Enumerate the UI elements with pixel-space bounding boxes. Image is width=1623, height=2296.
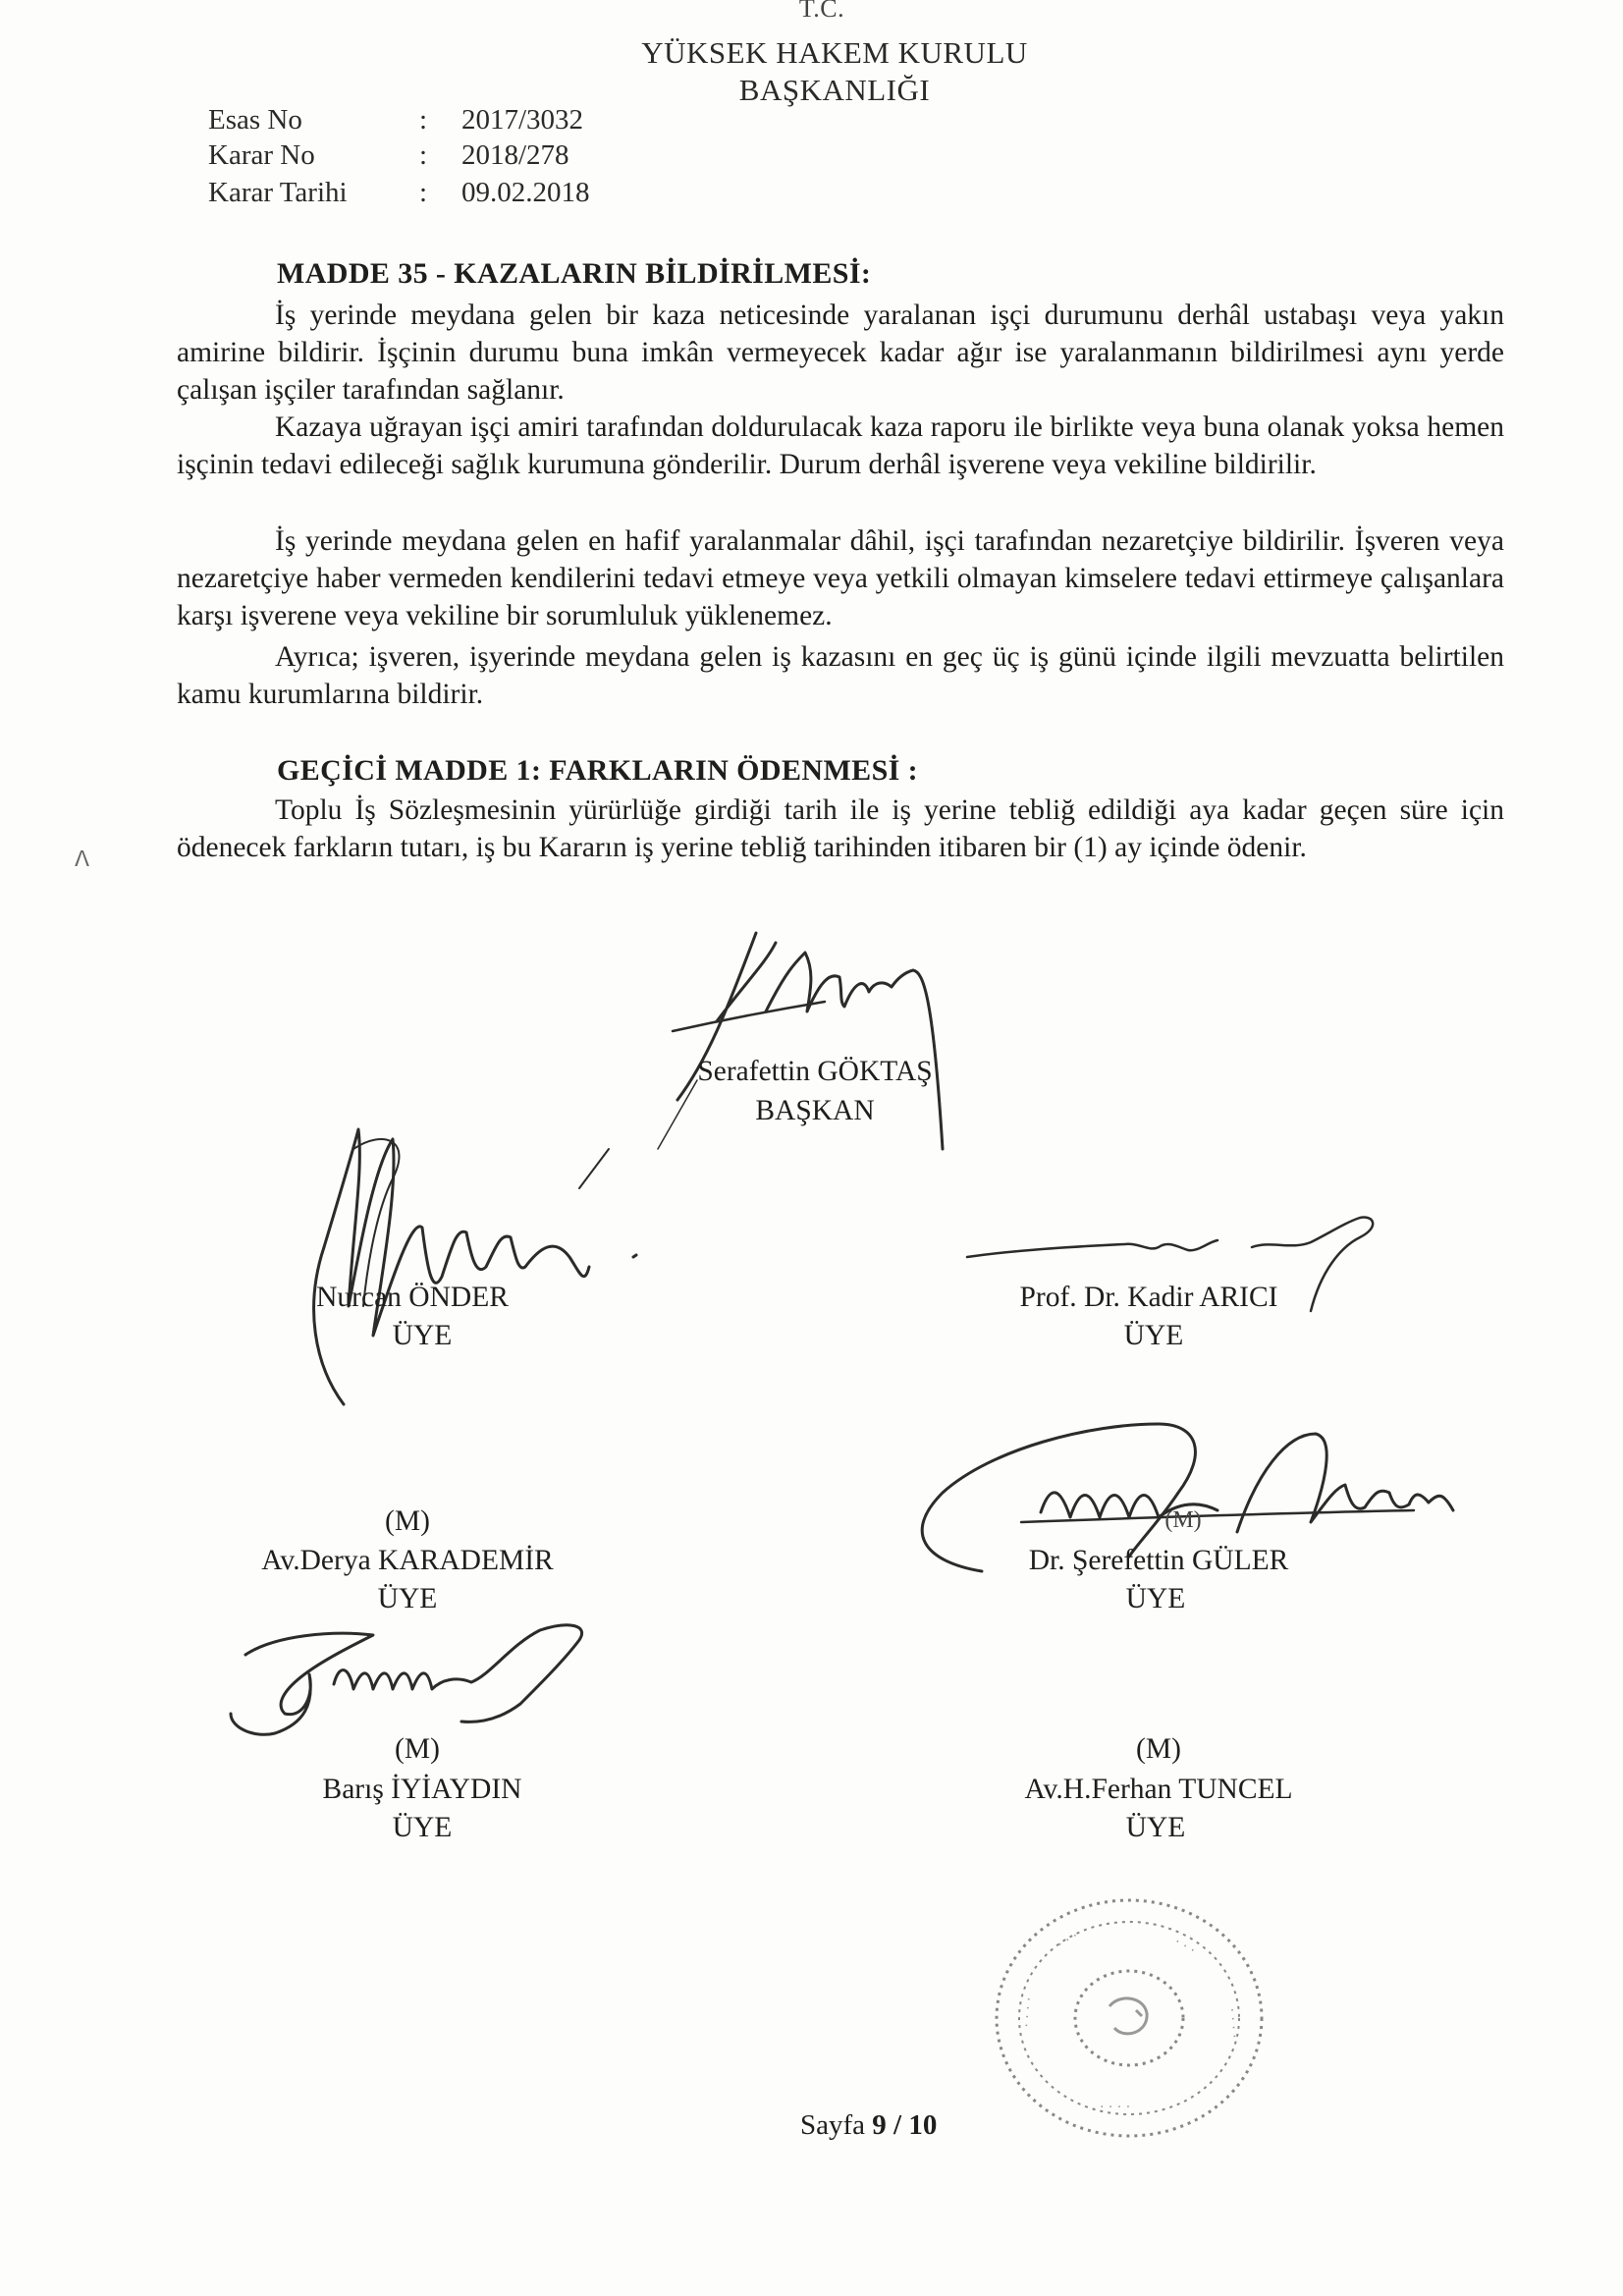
temporary-article-paragraph: Toplu İş Sözleşmesinin yürürlüğe girdiği tarih ile iş yerine tebliğ edildiği aya kadar geçen süre için ödenecek farkların tutarı, iş bu Kararın iş yerine tebliğ tarihinden itibaren bir (1) ay içinde ödenir. <box>177 794 1504 863</box>
header-institution: YÜKSEK HAKEM KURULU <box>641 35 1028 70</box>
member6-name: Av.H.Ferhan TUNCEL <box>1024 1774 1293 1805</box>
page-separator: / <box>893 2109 902 2141</box>
header-office: BAŞKANLIĞI <box>738 73 931 107</box>
member4-role: ÜYE <box>1125 1583 1186 1614</box>
page-total: 10 <box>908 2109 938 2141</box>
svg-text:· · ·: · · · <box>1171 1934 1199 1959</box>
official-seal <box>982 1890 1276 2146</box>
nurcan-onder-signature <box>285 1110 638 1424</box>
president-signature <box>638 903 1011 1188</box>
svg-text:· · · ·: · · · · <box>1223 2006 1242 2040</box>
president-role: BAŞKAN <box>755 1095 875 1126</box>
article-35-paragraph-3: İş yerinde meydana gelen en hafif yaralanmalar dâhil, işçi tarafından nezaretçiye bildirilir. İşveren veya nezaretçiye haber vermeden kendilerini tedavi etmeye veya yetkili olmayan kimselere tedavi ettirmeye çalışanlara karşı işverene veya vekiline bir sorumluluk yüklenemez. <box>177 525 1504 631</box>
temporary-article-heading: GEÇİCİ MADDE 1: FARKLARIN ÖDENMESİ : <box>277 754 919 787</box>
baris-iyiaydin-signature <box>216 1606 609 1743</box>
article-35-paragraph-4: Ayrıca; işveren, işyerinde meydana gelen iş kazasını en geç üç iş günü içinde ilgili mevzuatta belirtilen kamu kurumlarına bildirir. <box>177 641 1504 710</box>
member3-role: ÜYE <box>377 1583 438 1614</box>
member4-name: Dr. Şerefettin GÜLER <box>1028 1545 1289 1576</box>
case-meta <box>208 104 699 222</box>
meta-label: Karar Tarihi <box>208 177 348 208</box>
meta-value: 2017/3032 <box>461 104 584 136</box>
president-name: Serafettin GÖKTAŞ <box>697 1056 933 1087</box>
header-tc: T.C. <box>798 0 845 23</box>
member1-name: Nurcan ÖNDER <box>316 1282 509 1313</box>
page-label: Sayfa <box>800 2109 866 2141</box>
page-current: 9 <box>872 2109 887 2141</box>
article-35-paragraph-1: İş yerinde meydana gelen bir kaza neticesinde yaralanan işçi durumunu derhâl ustabaşı veya yakın amirine bildirir. İşçinin durumu buna imkân vermeyecek kadar ağır ise yaralanmanın bildirilmesi aynı yerde çalışan işçiler tarafından sağlanır. <box>177 300 1504 406</box>
member3-mark: (M) <box>385 1505 430 1537</box>
article-35-heading: MADDE 35 - KAZALARIN BİLDİRİLMESİ: <box>277 257 872 290</box>
member5-mark: (M) <box>395 1733 440 1765</box>
svg-text:· · · ·: · · · · <box>1100 2100 1131 2115</box>
page-number <box>800 2109 937 2142</box>
meta-label: Esas No <box>208 104 302 136</box>
member5-role: ÜYE <box>392 1812 453 1843</box>
svg-text:· · · ·: · · · · <box>1019 1995 1038 2029</box>
meta-row-karar <box>208 139 699 175</box>
meta-row-tarih <box>208 177 699 212</box>
member6-mark: (M) <box>1136 1733 1181 1765</box>
margin-mark: ⴷ <box>75 847 90 871</box>
member2-name: Prof. Dr. Kadir ARICI <box>1019 1282 1278 1313</box>
meta-value: 09.02.2018 <box>461 177 590 208</box>
article-35-paragraph-2: Kazaya uğrayan işçi amiri tarafından doldurulacak kaza raporu ile birlikte veya buna olanak yoksa hemen işçinin tedavi edileceği sağlık kurumuna gönderilir. Durum derhâl işverene veya vekiline bildirilir. <box>177 411 1504 480</box>
meta-label: Karar No <box>208 139 315 171</box>
member6-role: ÜYE <box>1125 1812 1186 1843</box>
meta-separator: : <box>419 139 428 171</box>
member5-name: Barış İYİAYDIN <box>322 1774 522 1805</box>
member3-name: Av.Derya KARADEMİR <box>261 1545 554 1576</box>
meta-separator: : <box>419 104 428 136</box>
meta-separator: : <box>419 177 428 208</box>
member1-role: ÜYE <box>392 1320 453 1351</box>
member2-role: ÜYE <box>1123 1320 1184 1351</box>
meta-value: 2018/278 <box>461 139 569 171</box>
svg-text:· · ·: · · · <box>1055 1928 1082 1953</box>
meta-row-esas <box>208 104 699 139</box>
member4-mark: (M) <box>1164 1507 1202 1533</box>
